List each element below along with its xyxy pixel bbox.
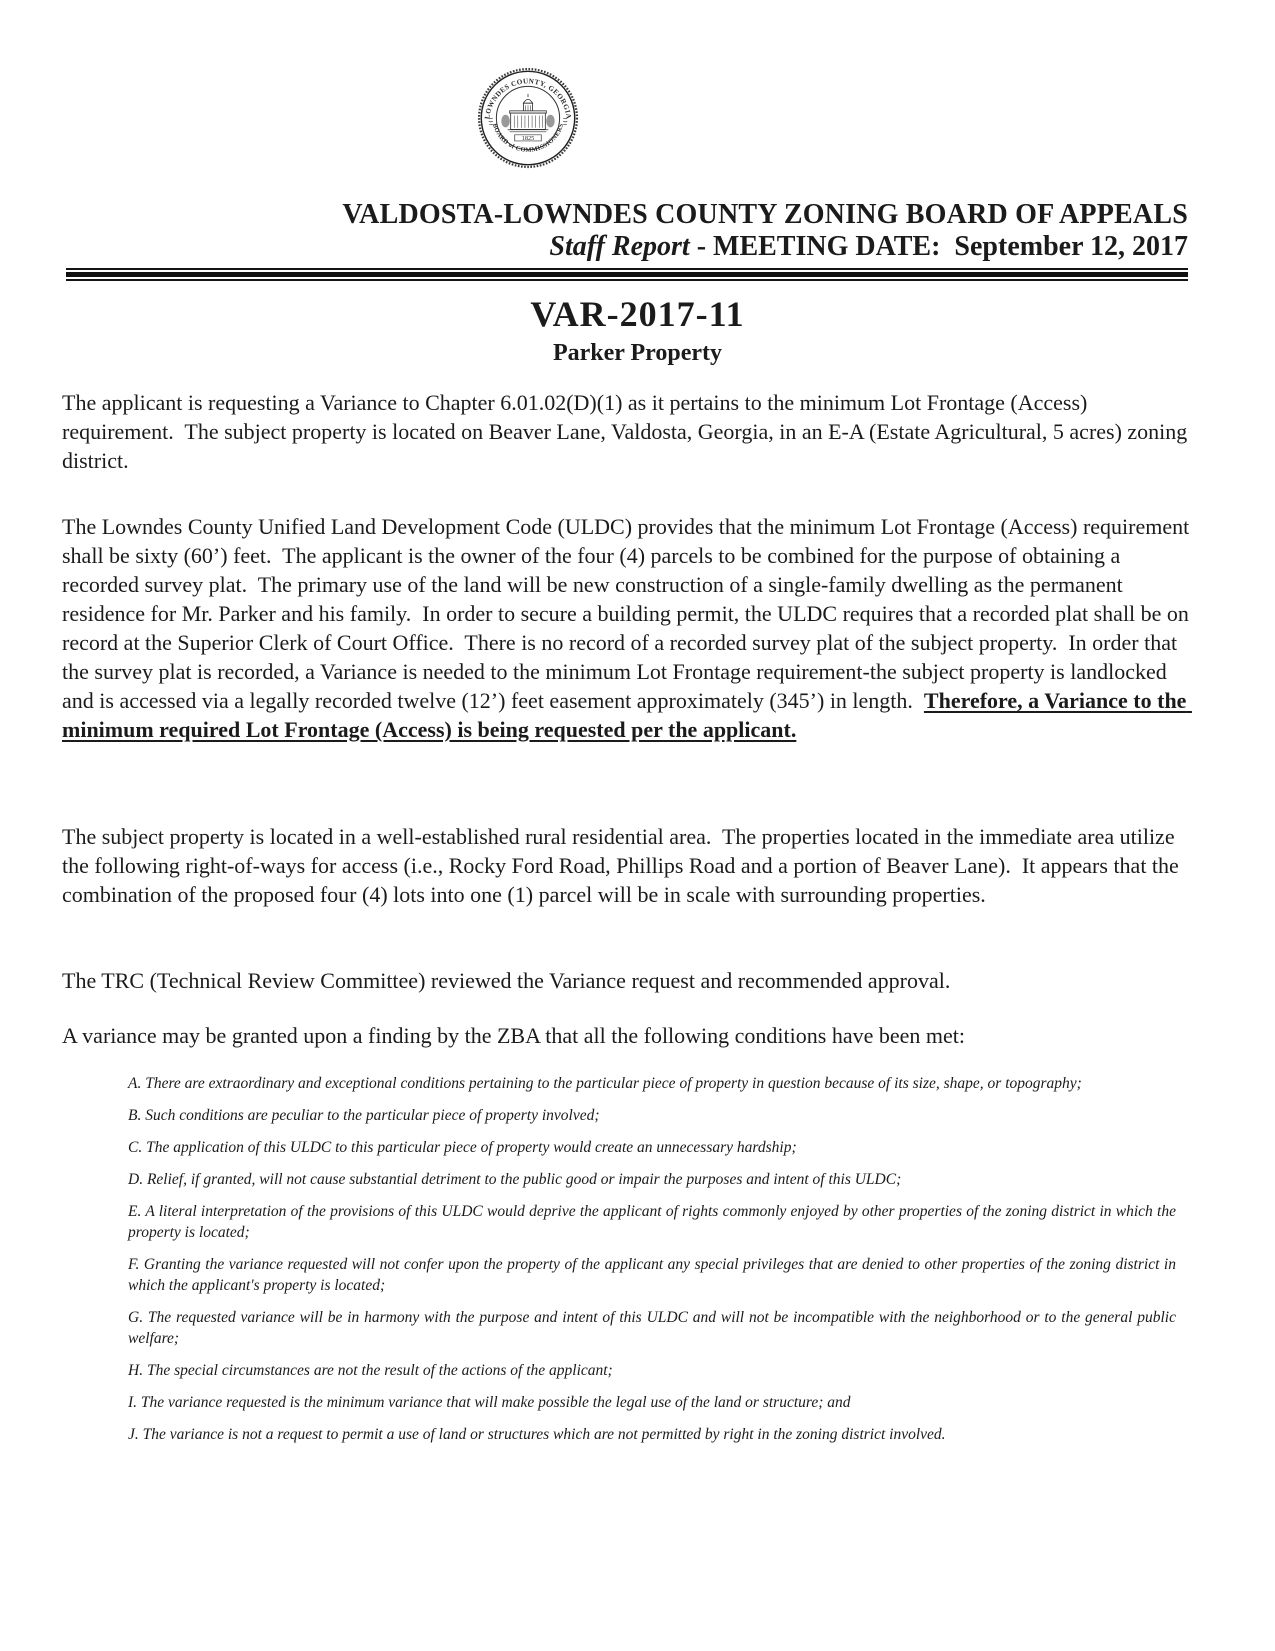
condition-item-f: F. Granting the variance requested will not confer upon the property of the applicant any special privileges that are denied to other properties of the zoning district in which the applicant's property is located;: [128, 1256, 1176, 1294]
condition-item-j: J. The variance is not a request to permit a use of land or structures which are not permitted by right in the zoning district involved.: [128, 1426, 946, 1443]
condition-item-i: I. The variance requested is the minimum variance that will make possible the legal use of the land or structure; and: [128, 1394, 851, 1411]
seal-year: 1825: [521, 135, 535, 143]
seal-bottom-text: BOARD of COMMISSIONERS: [490, 122, 566, 154]
conditions-list: [128, 1073, 1176, 1456]
condition-item-g: G. The requested variance will be in harmony with the purpose and intent of this ULDC and will not be incompatible with the neighborhood or to the general public welfare;: [128, 1309, 1176, 1347]
paragraph-trc: The TRC (Technical Review Committee) reviewed the Variance request and recommended approval.: [62, 968, 951, 993]
case-number: VAR-2017-11: [530, 294, 745, 334]
meeting-date-line: [62, 231, 1188, 262]
divider-line-thin-top: [66, 268, 1188, 270]
paragraph-zba-intro: A variance may be granted upon a finding by the ZBA that all the following conditions have been met:: [62, 1023, 965, 1048]
paragraph-uldc-emphasis: Therefore, a Variance to the minimum required Lot Frontage (Access) is being requested per the applicant.: [62, 688, 1192, 742]
condition-item-e: E. A literal interpretation of the provisions of this ULDC would deprive the applicant of rights commonly enjoyed by other properties of the zoning district in which the property is located;: [128, 1203, 1176, 1241]
condition-item-c: C. The application of this ULDC to this particular piece of property would create an unnecessary hardship;: [128, 1139, 797, 1156]
paragraph-surroundings: The subject property is located in a well-established rural residential area. The properties located in the immediate area utilize the following right-of-ways for access (i.e., Rocky Ford Road, Phillips Road and a portion of Beaver Lane). It appears that the combination of the proposed four (4) lots into one (1) parcel will be in scale with surrounding properties.: [62, 824, 1185, 907]
org-title: VALDOSTA-LOWNDES COUNTY ZONING BOARD OF APPEALS: [342, 199, 1188, 230]
county-seal: [477, 67, 579, 169]
case-name: Parker Property: [552, 340, 723, 366]
condition-item-d: D. Relief, if granted, will not cause substantial detriment to the public good or impair the purposes and intent of this ULDC;: [128, 1171, 902, 1188]
staff-report-label: Staff Report: [549, 231, 690, 262]
paragraph-request: The applicant is requesting a Variance to Chapter 6.01.02(D)(1) as it pertains to the minimum Lot Frontage (Access) requirement. The subject property is located on Beaver Lane, Valdosta, Georgia, in an E-A (Estate Agricultural, 5 acres) zoning district.: [62, 390, 1193, 473]
header-divider: [66, 268, 1188, 281]
paragraph-uldc: [62, 512, 1195, 744]
condition-item-h: H. The special circumstances are not the result of the actions of the applicant;: [128, 1362, 613, 1379]
seal-top-text: LOWNDES COUNTY, GEORGIA: [483, 77, 573, 120]
divider-line-thin-bottom: [66, 279, 1188, 281]
divider-line-thick: [66, 272, 1188, 277]
county-seal-graphic: [477, 67, 579, 169]
condition-item-a: A. There are extraordinary and exceptional conditions pertaining to the particular piece of property in question because of its size, shape, or topography;: [128, 1075, 1082, 1092]
meeting-date-text: - MEETING DATE: September 12, 2017: [689, 231, 1188, 262]
condition-item-b: B. Such conditions are peculiar to the particular piece of property involved;: [128, 1107, 600, 1124]
report-header: [62, 199, 1188, 262]
paragraph-uldc-body: The Lowndes County Unified Land Development Code (ULDC) provides that the minimum Lot Frontage (Access) requirement shall be sixty (60’) feet. The applicant is the owner of the four (4) parcels to be combined for the purpose of obtaining a recorded survey plat. The primary use of the land will be new construction of a single-family dwelling as the permanent residence for Mr. Parker and his family. In order to secure a building permit, the ULDC requires that a recorded plat shall be on record at the Superior Clerk of Court Office. There is no record of a recorded survey plat of the subject property. In order that the survey plat is recorded, a Variance is needed to the minimum Lot Frontage requirement-the subject property is landlocked and is accessed via a legally recorded twelve (12’) feet easement approximately (345’) in length.: [62, 514, 1195, 713]
